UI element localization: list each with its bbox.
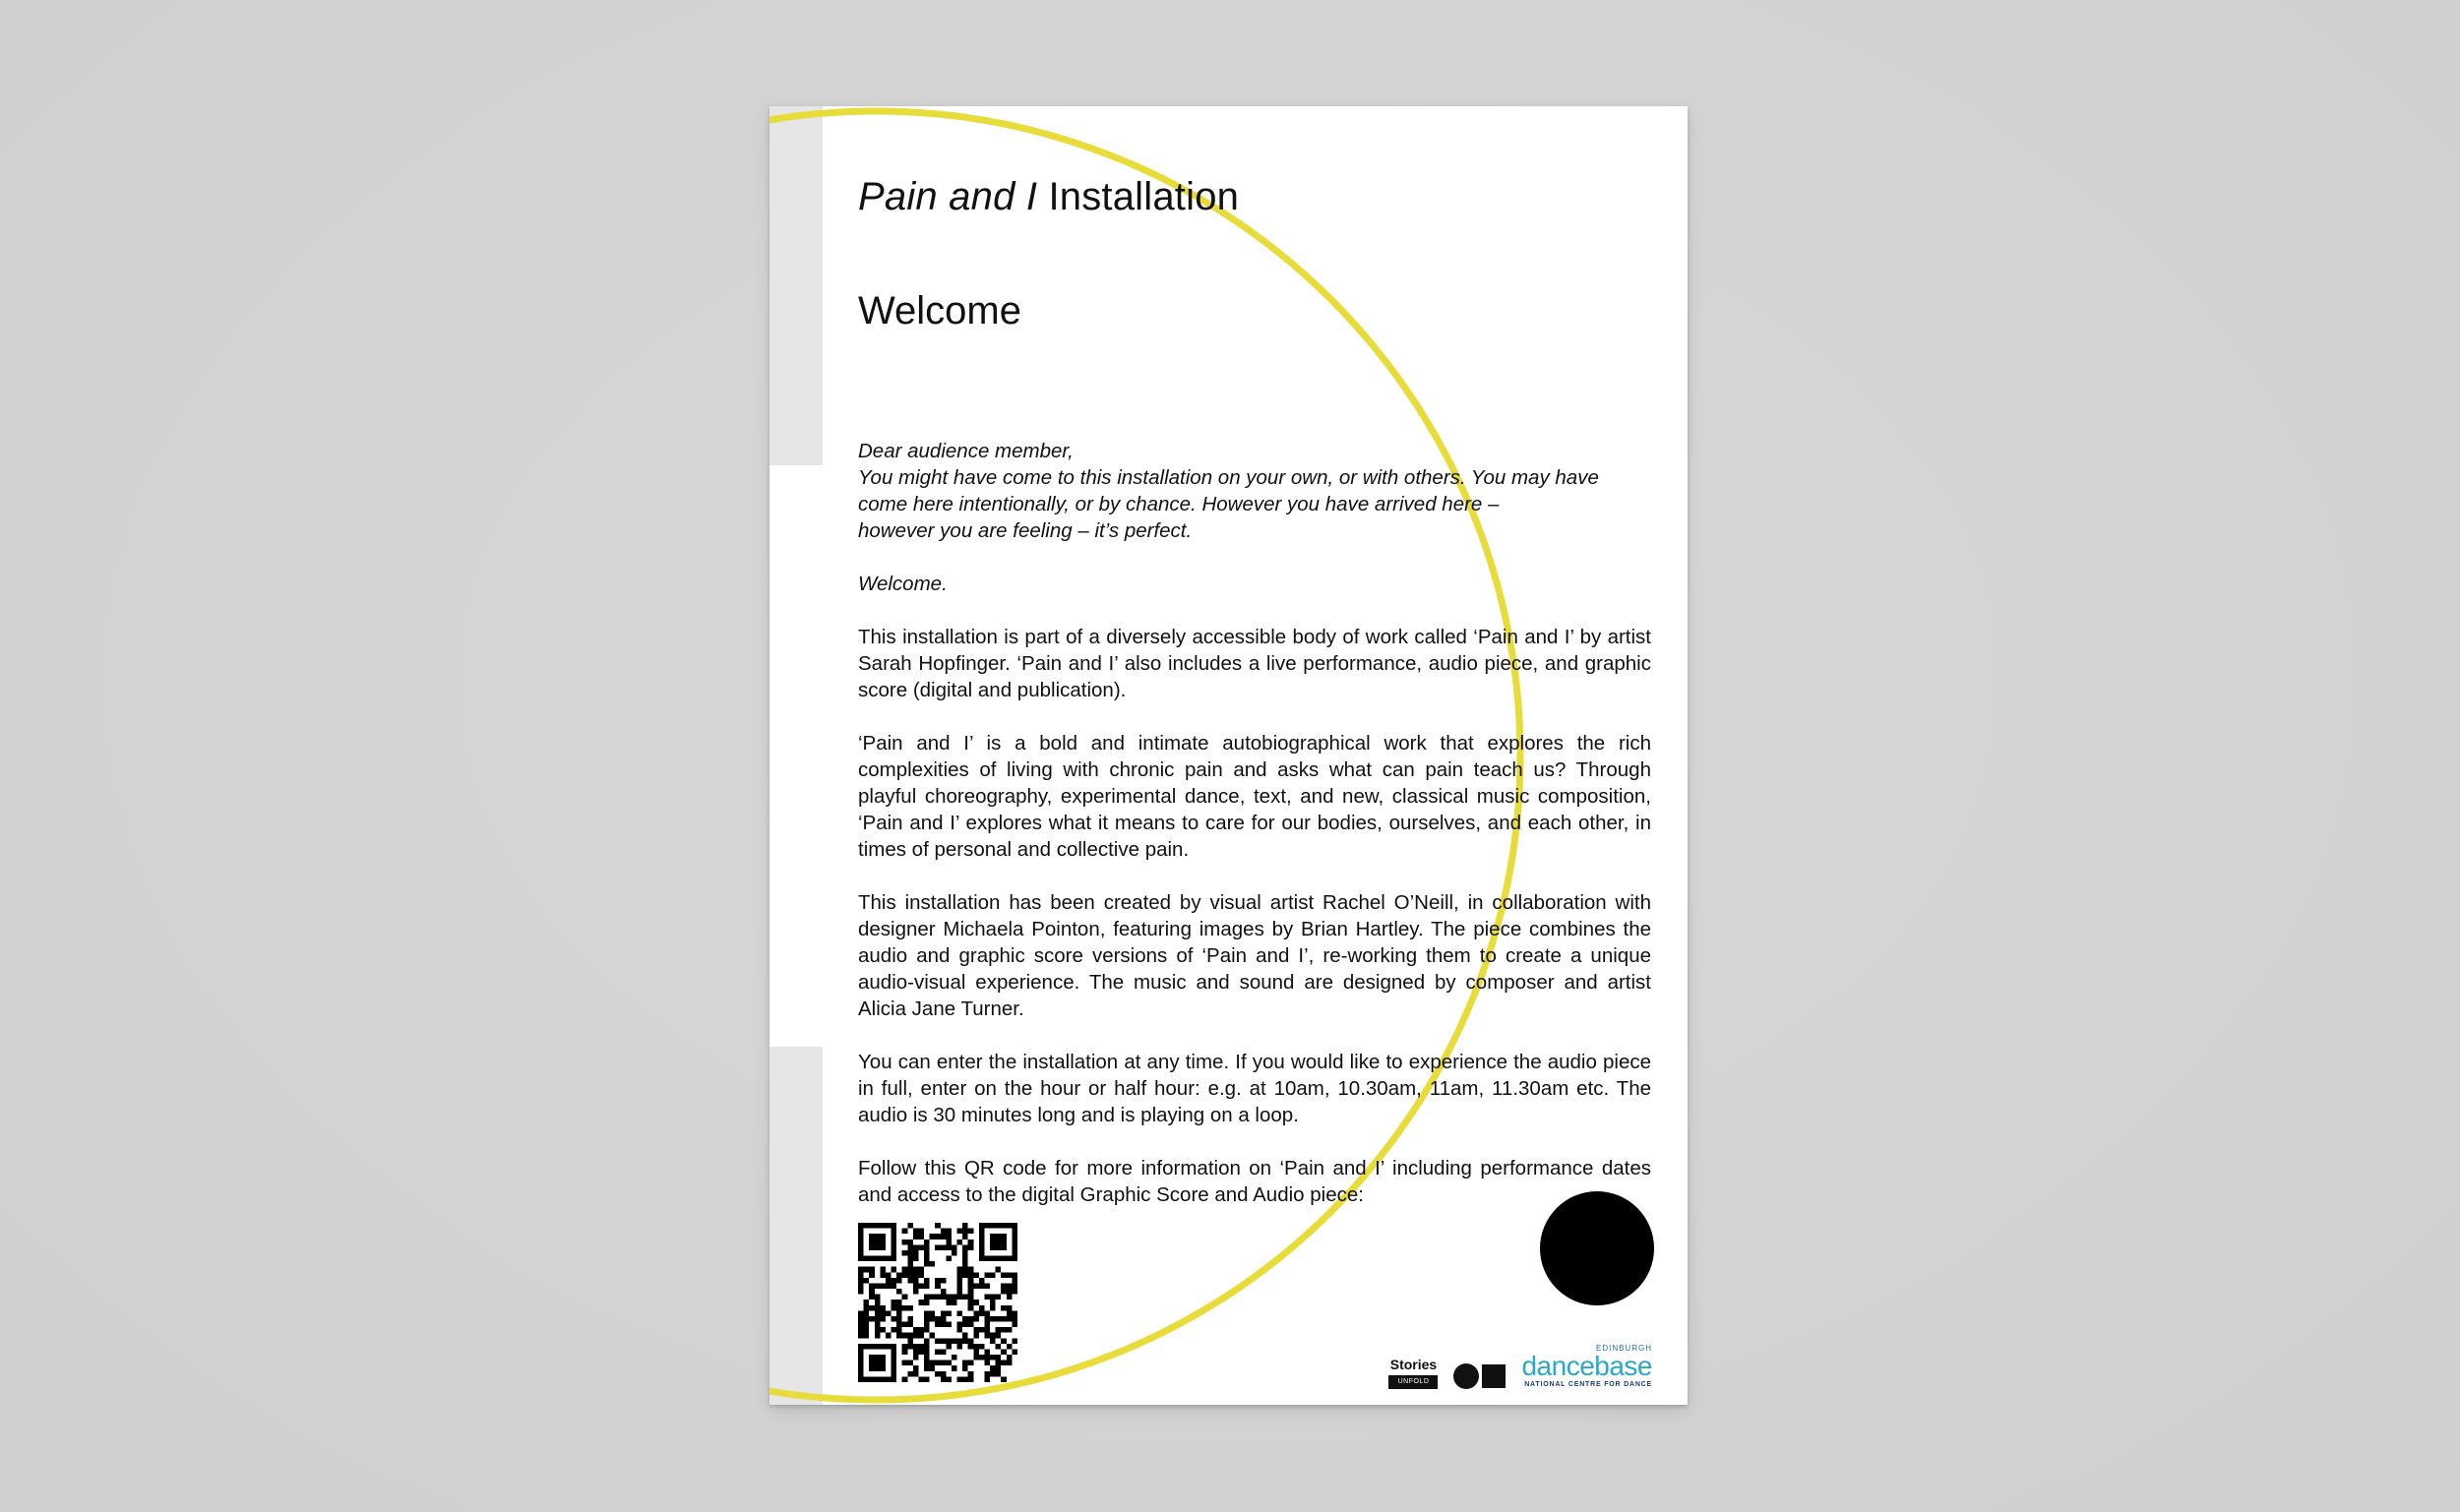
margin-strip-bottom [769, 1047, 823, 1405]
body-text [858, 438, 1651, 1235]
stories-logo-word: Stories [1389, 1357, 1438, 1372]
intro-line: however you are feeling – it’s perfect. [858, 519, 1193, 542]
dancebase-name: dancebase [1521, 1351, 1652, 1381]
dancebase-logo [1521, 1344, 1652, 1389]
paragraph-about-work: This installation is part of a diversely accessible body of work called ‘Pain and I’ by artist Sarah Hopfinger. ‘Pain and I’ also includes a live performance, audio piece, and graphic score (digital and publication). [858, 626, 1651, 701]
title-italic: Pain and I [858, 175, 1038, 218]
intro-paragraph [858, 438, 1651, 544]
margin-strip-top [769, 106, 823, 465]
stories-unfold-logo [1388, 1357, 1438, 1389]
intro-line: Dear audience member, [858, 440, 1074, 462]
welcome-heading: Welcome [858, 289, 1021, 333]
intro-line: You might have come to this installation on your own, or with others. You may have [858, 466, 1599, 489]
paragraph-description: ‘Pain and I’ is a bold and intimate autobiographical work that explores the rich complexities of living with chronic pain and asks what can pain teach us? Through playful choreography, experimental dance, text, and new, classical music composition, ‘Pain and I’ explores what it means to care for our bodies, ourselves, and each other, in times of personal and collective pain. [858, 732, 1651, 861]
dancebase-tagline: NATIONAL CENTRE FOR DANCE [1524, 1381, 1652, 1388]
black-circle-graphic [1540, 1191, 1654, 1305]
welcome-line: Welcome. [858, 573, 948, 595]
partner-circle-icon [1453, 1363, 1479, 1389]
welcome-poster [769, 106, 1688, 1405]
partner-logo-mark [1453, 1363, 1506, 1389]
dancebase-city: EDINBURGH [1595, 1344, 1652, 1353]
title-rest: Installation [1037, 175, 1240, 218]
intro-line: come here intentionally, or by chance. However you have arrived here – [858, 493, 1500, 515]
partner-square-icon [1482, 1364, 1506, 1388]
stories-logo-bar: UNFOLD [1388, 1375, 1438, 1389]
paragraph-credits: This installation has been created by visual artist Rachel O’Neill, in collaboration with designer Michaela Pointon, featuring images by Brian Hartley. The piece combines the audio and graphic score versions of ‘Pain and I’, re-working them to create a unique audio-visual experience. The music and sound are designed by composer and artist Alicia Jane Turner. [858, 891, 1651, 1020]
partner-logos [1388, 1346, 1652, 1389]
qr-code[interactable] [858, 1223, 1017, 1382]
paragraph-timing: You can enter the installation at any time. If you would like to experience the audio piece in full, enter on the hour or half hour: e.g. at 10am, 10.30am, 11am, 11.30am etc. The audio is 30 minutes long and is playing on a loop. [858, 1051, 1651, 1126]
page-title [858, 175, 1239, 219]
paragraph-qr-instructions: Follow this QR code for more information on ‘Pain and I’ including performance dates and access to the digital Graphic Score and Audio piece: [858, 1157, 1651, 1206]
